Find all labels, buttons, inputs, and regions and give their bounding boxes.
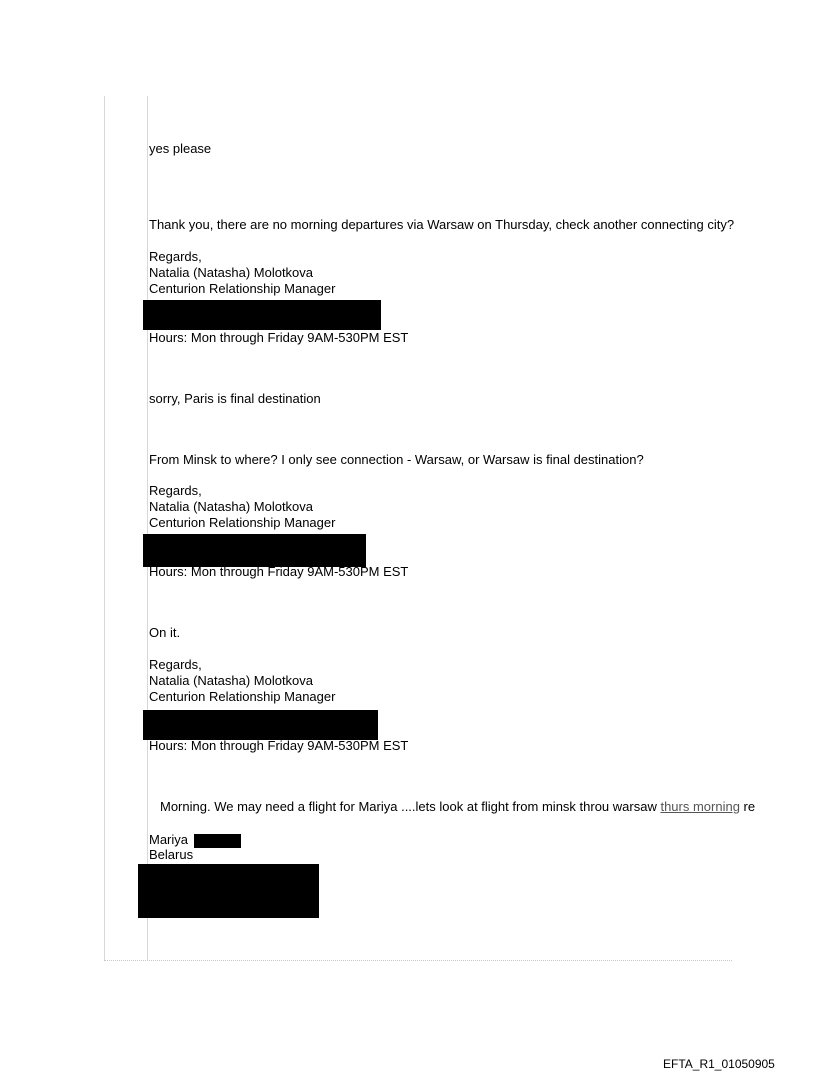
redaction-block [194, 834, 241, 848]
signature-name: Natalia (Natasha) Molotkova [149, 499, 314, 514]
message-no-morning-departures: Thank you, there are no morning departures via Warsaw on Thursday, check another connecting city? [149, 217, 735, 232]
redaction-block [138, 864, 319, 918]
signature-regards: Regards, [149, 657, 202, 672]
signature-hours: Hours: Mon through Friday 9AM-530PM EST [149, 564, 409, 579]
message-yes-please: yes please [149, 141, 212, 156]
frame-bottom-rule [104, 960, 732, 961]
message-morning-request [160, 799, 755, 815]
message-minsk-to-where: From Minsk to where? I only see connection - Warsaw, or Warsaw is final destination? [149, 452, 644, 467]
frame-inner-rule [147, 96, 148, 961]
document-id: EFTA_R1_01050905 [663, 1057, 775, 1071]
sender-location: Belarus [149, 847, 194, 862]
redaction-block [143, 710, 378, 740]
signature-regards: Regards, [149, 483, 202, 498]
redaction-block [143, 300, 381, 330]
signature-hours: Hours: Mon through Friday 9AM-530PM EST [149, 330, 409, 345]
sender-name: Mariya [149, 832, 189, 847]
message-text-tail: re [739, 799, 756, 814]
signature-hours: Hours: Mon through Friday 9AM-530PM EST [149, 738, 409, 753]
signature-name: Natalia (Natasha) Molotkova [149, 673, 314, 688]
frame-left-rule [104, 96, 105, 961]
signature-title: Centurion Relationship Manager [149, 515, 336, 530]
signature-regards: Regards, [149, 249, 202, 264]
message-on-it: On it. [149, 625, 181, 640]
thurs-morning-link[interactable]: thurs morning [660, 799, 740, 814]
signature-title: Centurion Relationship Manager [149, 689, 336, 704]
signature-title: Centurion Relationship Manager [149, 281, 336, 296]
message-text: Morning. We may need a flight for Mariya ....lets look at flight from minsk throu warsaw [160, 799, 661, 814]
message-paris-final: sorry, Paris is final destination [149, 391, 321, 406]
signature-name: Natalia (Natasha) Molotkova [149, 265, 314, 280]
redaction-block [143, 534, 366, 567]
